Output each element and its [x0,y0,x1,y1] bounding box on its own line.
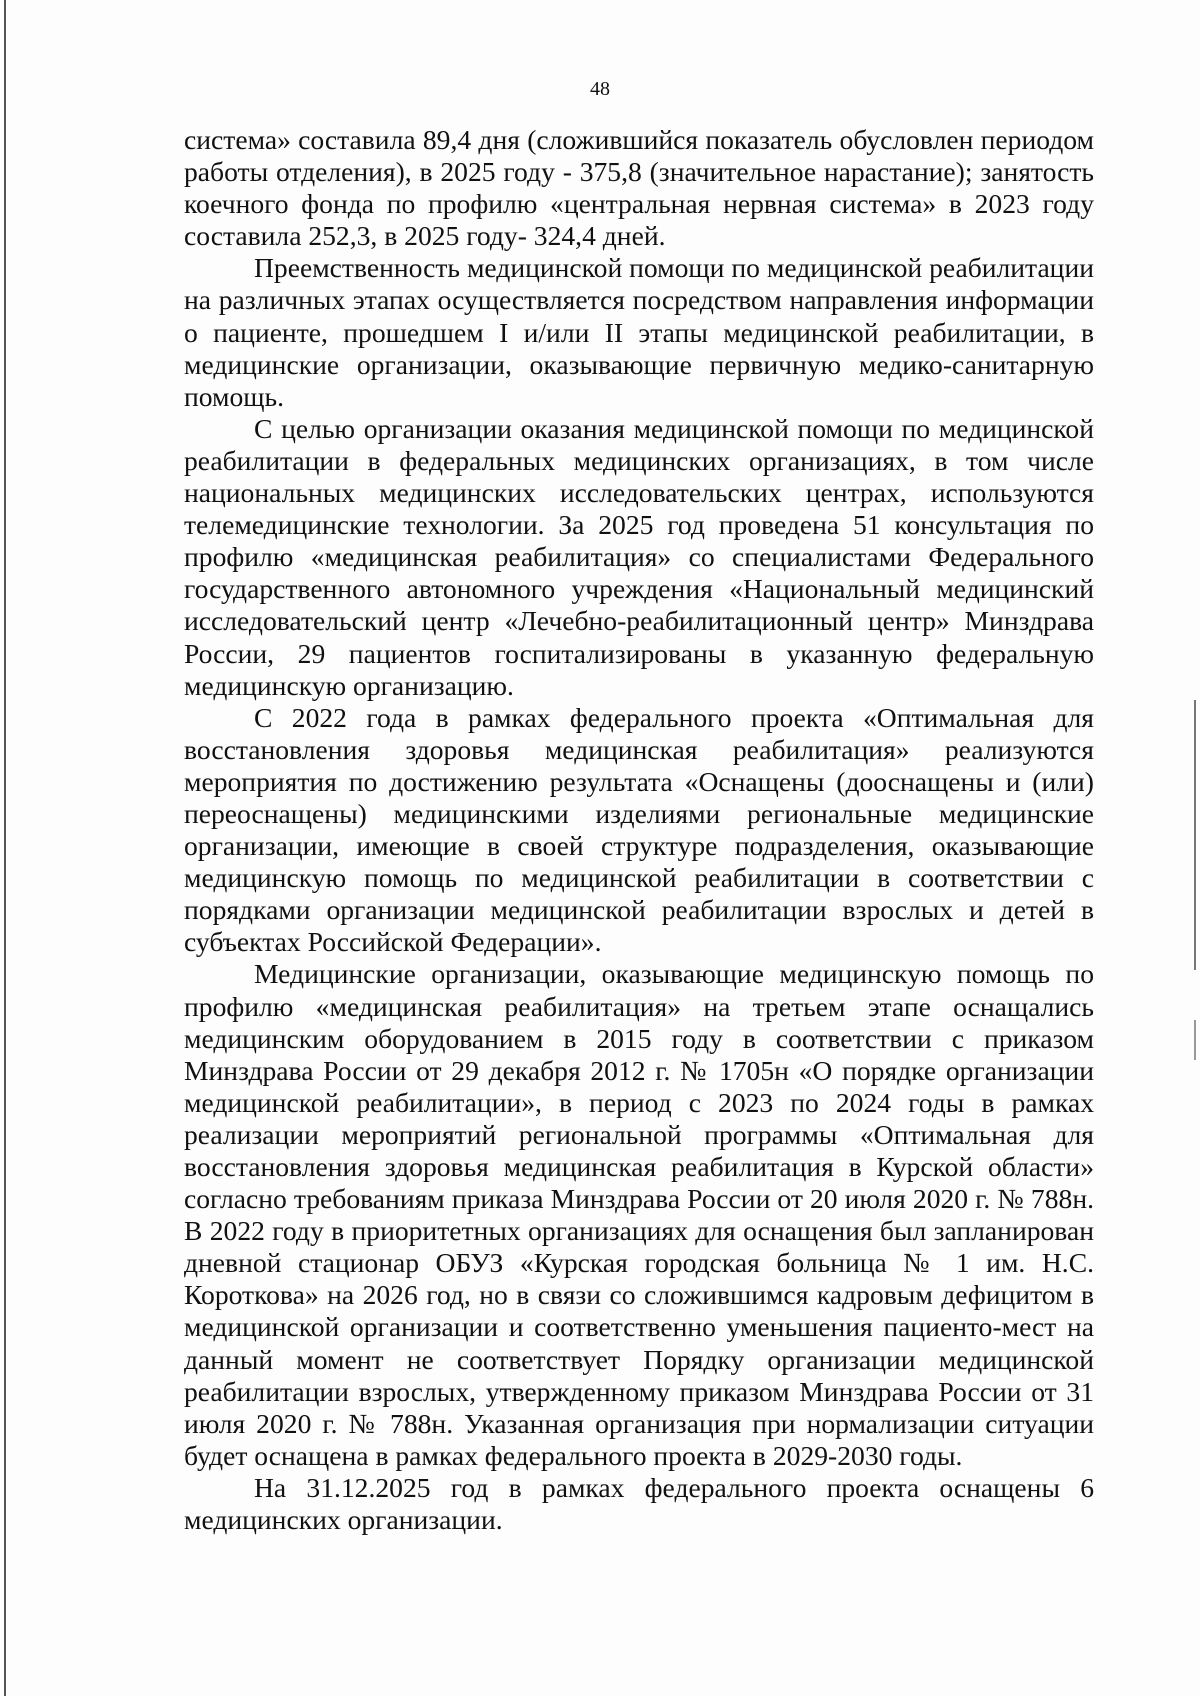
paragraph: Медицинские организации, оказывающие медицинскую помощь по профилю «медицинская реабилитация» на третьем этапе оснащались медицинским оборудованием в 2015 году в соответствии с приказом Минздрава России от 29 декабря 2012 г. № 1705н «О порядке организации медицинской реабилитации», в период с 2023 по 2024 годы в рамках реализации мероприятий региональной программы «Оптимальная для восстановления здоровья медицинская реабилитация в Курской области» согласно требованиям приказа Минздрава России от 20 июля 2020 г. № 788н. В 2022 году в приоритетных организациях для оснащения был запланирован дневной стационар ОБУЗ «Курская городская больница № 1 им. Н.С. Короткова» на 2026 год, но в связи со сложившимся кадровым дефицитом в медицинской организации и соответственно уменьшения пациенто-мест на данный момент не соответствует Порядку организации медицинской реабилитации взрослых, утвержденному приказом Минздрава России от 31 июля 2020 г. № 788н. Указанная организация при нормализации ситуации будет оснащена в рамках федерального проекта в 2029-2030 годы. [184,958,1094,1471]
paragraph: С 2022 года в рамках федерального проекта «Оптимальная для восстановления здоровья медицинская реабилитация» реализуются мероприятия по достижению результата «Оснащены (дооснащены и (или) переоснащены) медицинскими изделиями региональные медицинские организации, имеющие в своей структуре подразделения, оказывающие медицинскую помощь по медицинской реабилитации в соответствии с порядками организации медицинской реабилитации взрослых и детей в субъектах Российской Федерации». [184,701,1094,958]
page-number: 48 [590,78,610,100]
document-body [184,124,1094,1536]
paragraph: На 31.12.2025 год в рамках федерального проекта оснащены 6 медицинских организации. [184,1471,1094,1536]
scan-right-edge-mark [1194,700,1196,970]
paragraph: С целью организации оказания медицинской помощи по медицинской реабилитации в федеральных медицинских организациях, в том числе национальных медицинских исследовательских центрах, используются телемедицинские технологии. За 2025 год проведена 51 консультация по профилю «медицинская реабилитация» со специалистами Федерального государственного автономного учреждения «Национальный медицинский исследовательский центр «Лечебно-реабилитационный центр» Минздрава России, 29 пациентов госпитализированы в указанную федеральную медицинскую организацию. [184,412,1094,701]
scan-right-edge-mark [1194,1020,1196,1060]
paragraph-continuation: система» составила 89,4 дня (сложившийся показатель обусловлен периодом работы отделения), в 2025 году - 375,8 (значительное нарастание); занятость коечного фонда по профилю «центральная нервная система» в 2023 году составила 252,3, в 2025 году- 324,4 дней. [184,124,1094,252]
paragraph: Преемственность медицинской помощи по медицинской реабилитации на различных этапах осуществляется посредством направления информации о пациенте, прошедшем I и/или II этапы медицинской реабилитации, в медицинские организации, оказывающие первичную медико-санитарную помощь. [184,252,1094,412]
scan-left-edge [4,0,6,1696]
